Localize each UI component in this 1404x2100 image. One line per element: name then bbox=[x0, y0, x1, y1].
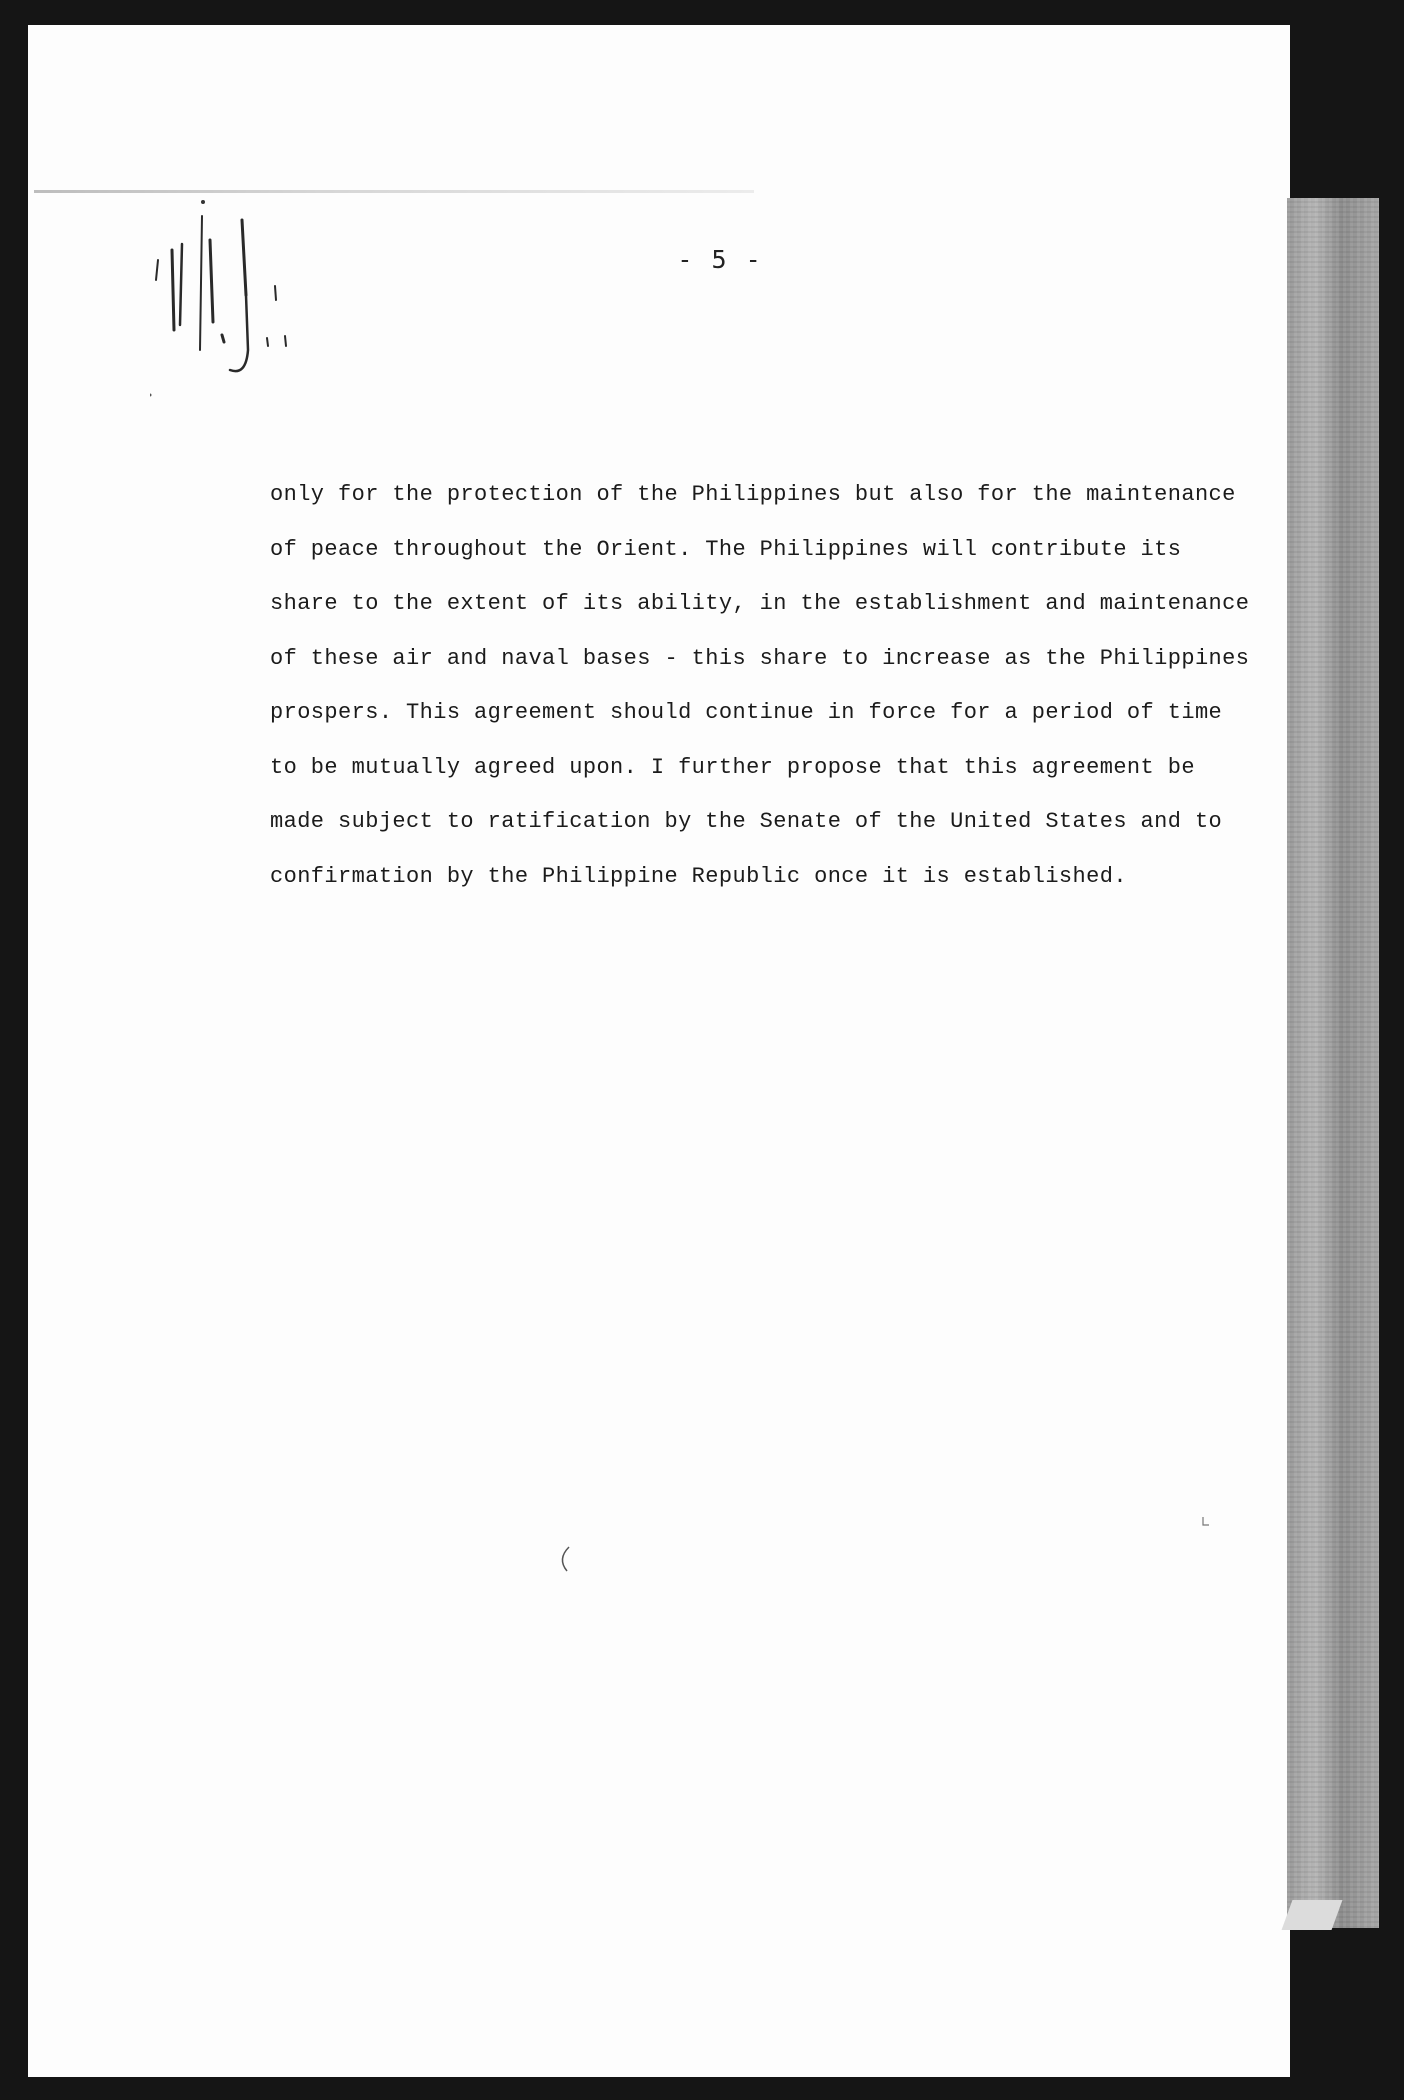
text-line: made subject to ratification by the Senate of the United States and to bbox=[270, 809, 1223, 834]
text-line: share to the extent of its ability, in the establishment and maintenance bbox=[270, 591, 1250, 616]
text-line: of peace throughout the Orient. The Philippines will contribute its bbox=[270, 536, 1182, 562]
text-line: only for the protection of the Philippines but also for the maintenance bbox=[270, 482, 1236, 507]
body-paragraph bbox=[270, 468, 1250, 904]
stray-dot-mark bbox=[1200, 1515, 1212, 1529]
text-line: confirmation by the Philippine Republic once it is established. bbox=[270, 863, 1127, 889]
stray-pencil-mark bbox=[555, 1545, 575, 1575]
paper-edge-shadow bbox=[1287, 198, 1379, 1928]
text-line: to be mutually agreed upon. I further propose that this agreement be bbox=[270, 754, 1195, 780]
handwritten-marks bbox=[150, 200, 390, 410]
top-divider bbox=[34, 190, 754, 193]
text-line: of these air and naval bases - this share to increase as the Philippines bbox=[270, 645, 1250, 671]
page-number: - 5 - bbox=[677, 245, 763, 274]
text-line: prospers. This agreement should continue in force for a period of time bbox=[270, 700, 1223, 725]
